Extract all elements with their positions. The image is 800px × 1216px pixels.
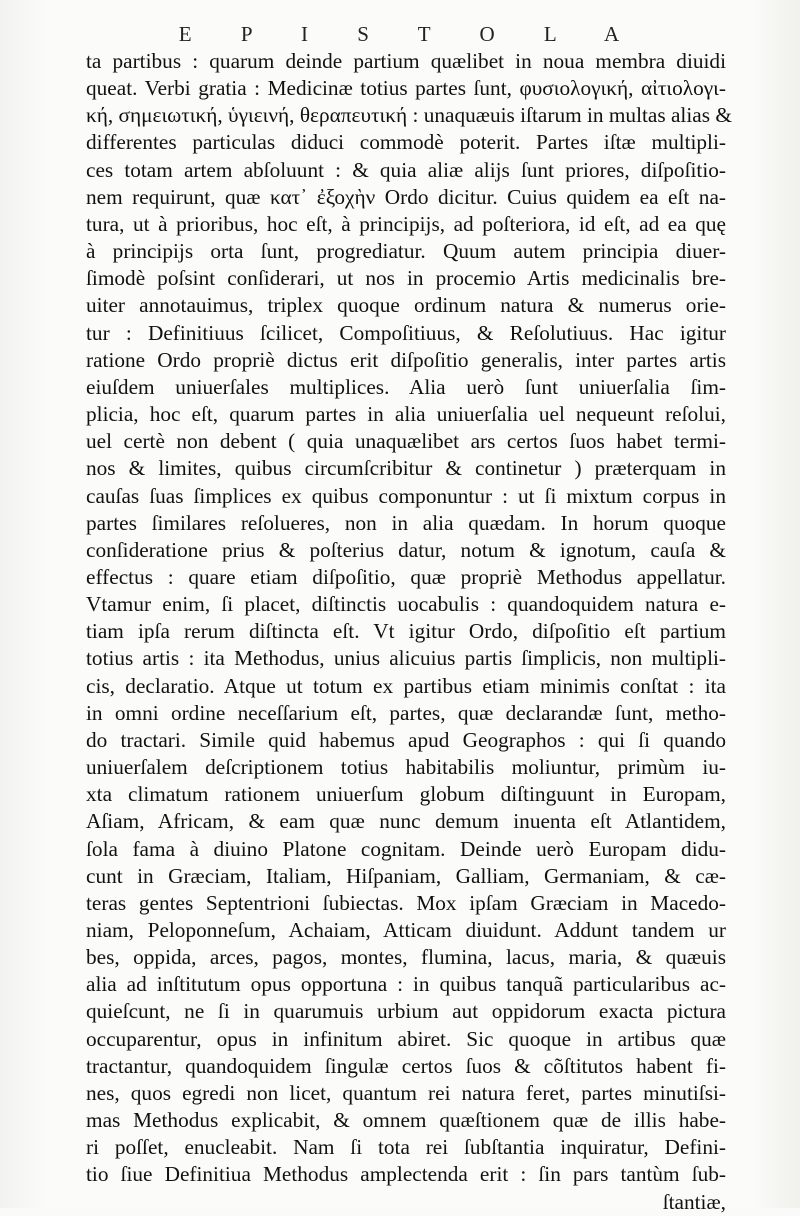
text-line: cunt in Græciam, Italiam, Hiſpaniam, Galliam, Germaniam, & cæ- <box>86 863 726 888</box>
catchword: ſtantiæ, <box>662 1189 726 1214</box>
text-line: tura, ut à prioribus, hoc eſt, à principijs, ad poſteriora, id eſt, ad ea quę <box>86 211 726 236</box>
text-line: tur : Definitiuus ſcilicet, Compoſitiuus, & Reſolutiuus. Hac igitur <box>86 320 726 345</box>
text-line: teras gentes Septentrioni ſubiectas. Mox ipſam Græciam in Macedo- <box>86 890 726 915</box>
text-line: κή, σημειωτική, ὑγιεινή, θεραπευτική : unaquæuis iſtarum in multas alias & <box>86 103 732 128</box>
text-line: niam, Peloponneſum, Achaiam, Atticam diuidunt. Addunt tandem ur <box>86 918 726 942</box>
text-line: alia ad inſtitutum opus opportuna : in quibus tanquã particularibus ac- <box>86 972 726 997</box>
text-line: xta climatum rationem uniuerſum globum diſtinguunt in Europam, <box>86 782 726 807</box>
text-line: ces totam artem abſoluunt : & quia aliæ alijs ſunt priores, diſpoſitio- <box>86 157 726 182</box>
text-line: mas Methodus explicabit, & omnem quæſtionem quæ de illis habe- <box>86 1108 726 1133</box>
running-title: E P I S T O L A <box>178 22 642 46</box>
text-line: nos & limites, quibus circumſcribitur & continetur ) præterquam in <box>86 456 726 481</box>
text-line: à principijs orta ſunt, progrediatur. Quum autem principia diuer- <box>86 239 726 264</box>
text-line: bes, oppida, arces, pagos, montes, flumina, lacus, maria, & quæuis <box>86 945 726 970</box>
text-line: uel certè non debent ( quia unaquælibet ars certos ſuos habet termi- <box>86 429 726 454</box>
text-line: cis, declaratio. Atque ut totum ex partibus etiam minimis conſtat : ita <box>86 673 726 698</box>
text-line: queat. Verbi gratia : Medicinæ totius partes ſunt, φυσιολογική, αἰτιολογι- <box>86 76 726 101</box>
text-line: ri poſſet, enucleabit. Nam ſi tota rei ſubſtantia inquiratur, Defini- <box>86 1135 726 1160</box>
text-line: totius artis : ita Methodus, unius alicuius partis ſimplicis, non multipli- <box>86 646 726 671</box>
text-line: nem requirunt, quæ κατ᾽ ἐξοχὴν Ordo dicitur. Cuius quidem ea eſt na- <box>86 184 726 209</box>
text-line: ta partibus : quarum deinde partium quælibet in noua membra diuidi <box>86 49 726 73</box>
text-line: tiam ipſa rerum diſtincta eſt. Vt igitur Ordo, diſpoſitio eſt partium <box>86 619 726 644</box>
body-text <box>86 48 732 1216</box>
text-line: occuparentur, opus in infinitum abiret. Sic quoque in artibus quæ <box>86 1026 726 1051</box>
text-line: tractantur, quandoquidem ſingulæ certos ſuos & cõſtitutos habent fi- <box>86 1053 726 1078</box>
text-line: plicia, hoc eſt, quarum partes in alia uniuerſalia uel nequeunt reſolui, <box>86 402 726 427</box>
text-line: effectus : quare etiam diſpoſitio, quæ propriè Methodus appellatur. <box>86 564 726 589</box>
text-line: Aſiam, Africam, & eam quæ nunc demum inuenta eſt Atlantidem, <box>86 809 726 834</box>
text-line: ratione Ordo propriè dictus erit diſpoſitio generalis, inter partes artis <box>86 347 726 372</box>
text-line: differentes particulas diduci commodè poterit. Partes iſtæ multipli- <box>86 130 726 155</box>
text-line: do tractari. Simile quid habemus apud Geographos : qui ſi quando <box>86 727 726 752</box>
text-line: cauſas ſuas ſimplices ex quibus componuntur : ut ſi mixtum corpus in <box>86 483 726 508</box>
text-line: nes, quos egredi non licet, quantum rei natura feret, partes minutiſsi- <box>86 1080 726 1105</box>
text-line: ſola fama à diuino Platone cognitam. Deinde uerò Europam didu- <box>86 836 726 861</box>
text-line: quieſcunt, ne ſi in quarumuis urbium aut oppidorum exacta pictura <box>86 999 726 1024</box>
text-line: tio ſiue Definitiua Methodus amplectenda erit : ſin pars tantùm ſub- <box>86 1162 726 1187</box>
text-line: partes ſimilares reſolueres, non in alia quædam. In horum quoque <box>86 510 726 535</box>
text-line: in omni ordine neceſſarium eſt, partes, quæ declarandæ ſunt, metho- <box>86 700 726 725</box>
text-line: uniuerſalem deſcriptionem totius habitabilis moliuntur, primùm iu- <box>86 755 726 780</box>
text-line: conſideratione prius & poſterius datur, notum & ignotum, cauſa & <box>86 537 726 562</box>
text-line: uiter annotauimus, triplex quoque ordinum natura & numerus orie- <box>86 293 726 318</box>
text-line: Vtamur enim, ſi placet, diſtinctis uocabulis : quandoquidem natura e- <box>86 592 726 617</box>
text-line: eiuſdem uniuerſales multiplices. Alia uerò ſunt uniuerſalia ſim- <box>86 374 726 399</box>
text-line: ſimodè poſsint conſiderari, ut nos in procemio Artis medicinalis bre- <box>86 266 726 291</box>
